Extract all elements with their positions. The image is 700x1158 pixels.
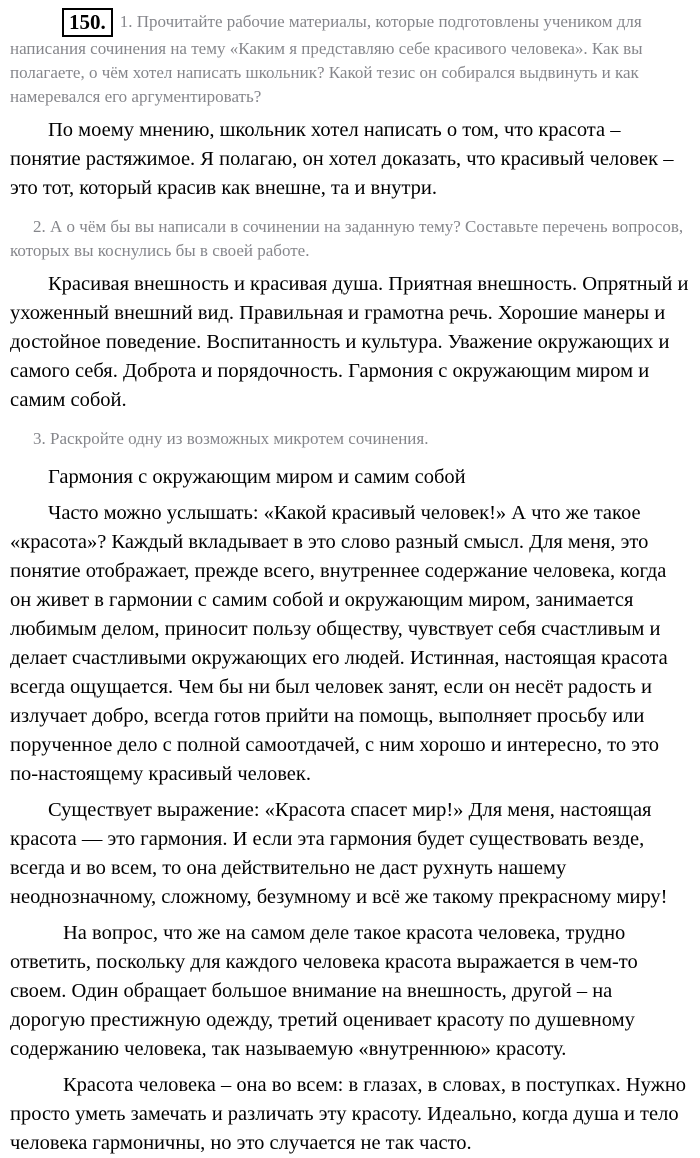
answer-1-paragraph: По моему мнению, школьник хотел написать о том, что красота – понятие растяжимое. Я полагаю, он хотел доказать, что красивый человек – это тот, который красив как внешне, та и внутри. xyxy=(10,119,674,199)
task-1-text: 1. Прочитайте рабочие материалы, которые подготовлены учеником для написания сочинения на тему «Каким я представляю себе красивого человека». Как вы полагаете, о чём хотел написать школьник? Какой тезис он собирался выдвинуть и как намеревался его аргументировать? xyxy=(10,12,643,106)
answer-2-paragraph: Красивая внешность и красивая душа. Приятная внешность. Опрятный и ухоженный внешний вид. Правильная и грамотна речь. Хорошие манеры и достойное поведение. Воспитанность и культура. Уважение окружающих и самого себя. Доброта и порядочность. Гармония с окружающим миром и самим собой. xyxy=(10,273,689,411)
task-2: 2. А о чём бы вы написали в сочинении на заданную тему? Составьте перечень вопросов, которых вы коснулись бы в своей работе. xyxy=(10,217,684,260)
task-3: 3. Раскройте одну из возможных микротем сочинения. xyxy=(33,429,429,448)
essay-paragraph-2: Существует выражение: «Красота спасет мир!» Для меня, настоящая красота — это гармония. И если эта гармония будет существовать везде, всегда и во всем, то она действительно не даст рухнуть нашему неоднозначному, сложному, безумному и всё же такому прекрасному миру! xyxy=(10,799,668,908)
essay-paragraph-4: Красота человека – она во всем: в глазах, в словах, в поступках. Нужно просто уметь замечать и различать эту красоту. Идеально, когда душа и тело человека гармоничны, но это случается не так часто. xyxy=(10,1074,687,1154)
exercise-number-badge: 150. xyxy=(62,8,113,37)
essay-title: Гармония с окружающим миром и самим собой xyxy=(48,466,466,488)
essay-paragraph-3: На вопрос, что же на самом деле такое красота человека, трудно ответить, поскольку для каждого человека красота выражается в чем-то своем. Один обращает большое внимание на внешность, другой – на дорогую престижную одежду, третий оценивает красоту по душевному содержанию человека, так называемую «внутреннюю» красоту. xyxy=(10,922,638,1060)
essay-paragraph-1: Часто можно услышать: «Какой красивый человек!» А что же такое «красота»? Каждый вкладывает в это слово разный смысл. Для меня, это понятие отображает, прежде всего, внутреннее содержание человека, когда он живет в гармонии с самим собой и окружающим миром, занимается любимым делом, приносит пользу обществу, чувствует себя счастливым и делает счастливыми окружающих его людей. Истинная, настоящая красота всегда ощущается. Чем бы ни был человек занят, если он несёт радость и излучает добро, всегда готов прийти на помощь, выполняет просьбу или порученное дело с полной самоотдачей, с ним хорошо и интересно, то это по-настоящему красивый человек. xyxy=(10,502,668,785)
task-1 xyxy=(10,8,690,109)
